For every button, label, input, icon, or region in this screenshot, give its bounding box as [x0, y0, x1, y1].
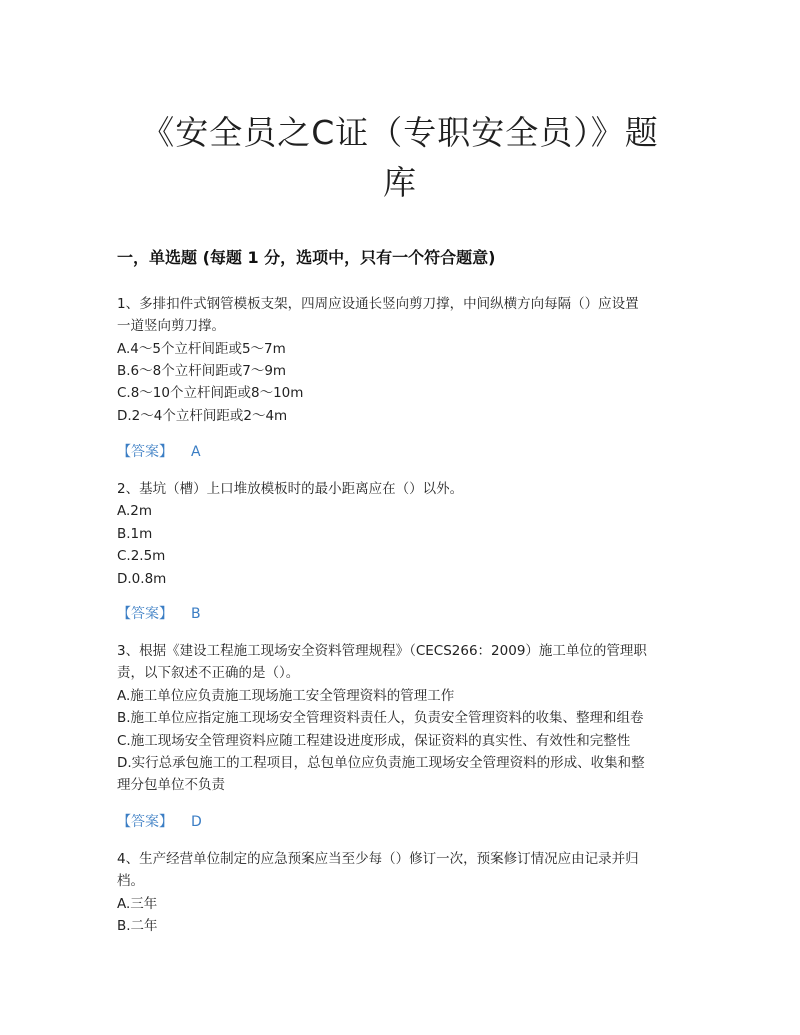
question-3-option-c: C.施工现场安全管理资料应随工程建设进度形成，保证资料的真实性、有效性和完整性 — [117, 733, 631, 749]
question-4-option-a: A.三年 — [117, 896, 158, 912]
answer-value: A — [191, 444, 201, 460]
answer-label: 【答案】 — [117, 444, 173, 460]
question-2-option-d: D.0.8m — [117, 571, 167, 587]
question-1-answer — [117, 441, 201, 464]
question-1-line-2: 一道竖向剪刀撑。 — [117, 318, 225, 334]
document-title — [100, 108, 700, 208]
question-1-line-1: 1、多排扣件式钢管模板支架，四周应设通长竖向剪刀撑，中间纵横方向每隔（）应设置 — [117, 296, 639, 312]
question-3-answer — [117, 811, 202, 834]
question-2-option-b: B.1m — [117, 526, 153, 542]
answer-label: 【答案】 — [117, 606, 173, 622]
answer-value: B — [191, 606, 201, 622]
question-2-line-1: 2、基坑（槽）上口堆放模板时的最小距离应在（）以外。 — [117, 481, 464, 497]
answer-label: 【答案】 — [117, 814, 173, 830]
title-line-1: 《安全员之C证（专职安全员）》题 — [141, 113, 659, 152]
question-3-line-1: 3、根据《建设工程施工现场安全资料管理规程》（CECS266：2009）施工单位的管理职 — [117, 643, 647, 659]
question-3-option-b: B.施工单位应指定施工现场安全管理资料责任人，负责安全管理资料的收集、整理和组卷 — [117, 710, 644, 726]
question-4-line-2: 档。 — [117, 873, 144, 889]
question-3-option-a: A.施工单位应负责施工现场施工安全管理资料的管理工作 — [117, 688, 455, 704]
question-1-option-a: A.4～5个立杆间距或5～7m — [117, 341, 286, 357]
question-3-option-d: D.实行总承包施工的工程项目，总包单位应负责施工现场安全管理资料的形成、收集和整 — [117, 755, 645, 771]
question-3-line-2: 责，以下叙述不正确的是（）。 — [117, 665, 300, 681]
question-4-line-1: 4、生产经营单位制定的应急预案应当至少每（）修订一次，预案修订情况应由记录并归 — [117, 851, 639, 867]
question-2-answer — [117, 603, 201, 626]
section-heading: 一，单选题 (每题 1 分，选项中，只有一个符合题意) — [117, 248, 496, 267]
question-2-option-c: C.2.5m — [117, 548, 166, 564]
answer-value: D — [191, 814, 202, 830]
question-1-option-b: B.6～8个立杆间距或7～9m — [117, 363, 287, 379]
question-1-option-c: C.8～10个立杆间距或8～10m — [117, 385, 304, 401]
question-2-option-a: A.2m — [117, 503, 153, 519]
question-4-option-b: B.二年 — [117, 918, 158, 934]
question-1-option-d: D.2～4个立杆间距或2～4m — [117, 408, 288, 424]
question-3-option-d-continued: 理分包单位不负责 — [117, 777, 225, 793]
title-line-2: 库 — [383, 163, 417, 202]
